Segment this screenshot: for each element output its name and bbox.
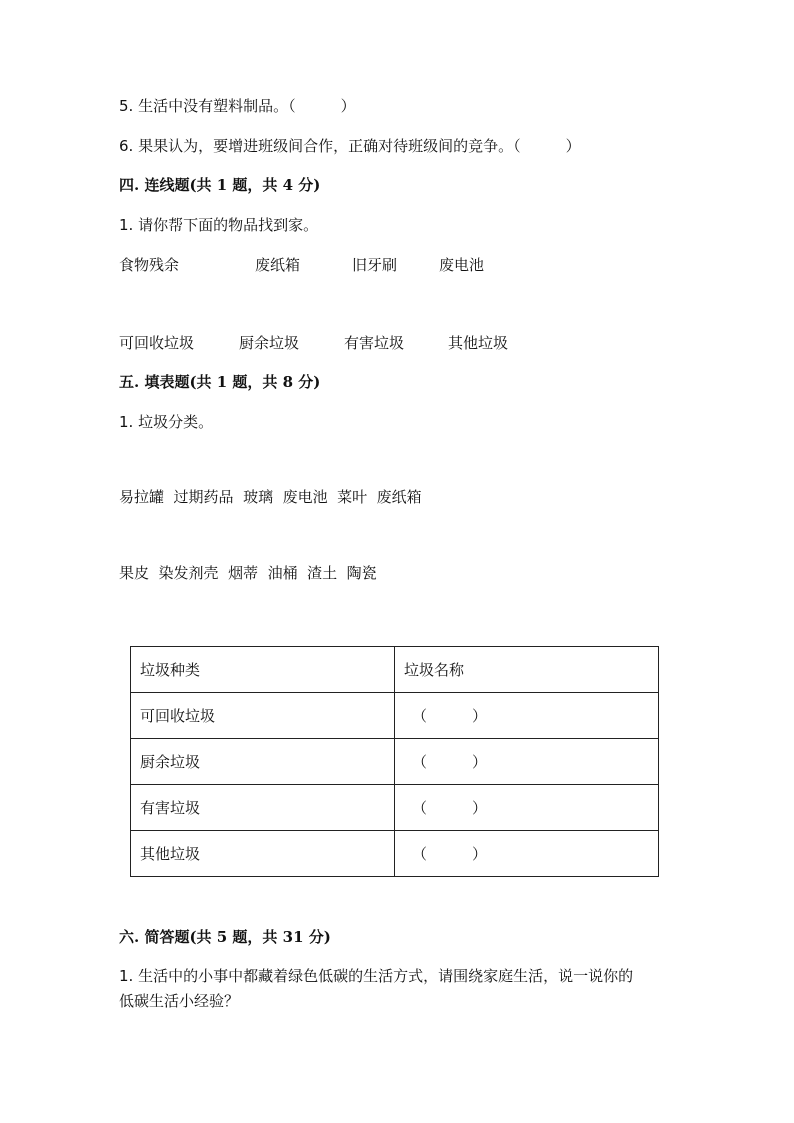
table-row: [131, 739, 659, 785]
match-item-food: 食物残余: [119, 256, 180, 274]
match-item-cardboard: 废纸箱: [255, 256, 301, 274]
match-bin-kitchen: 厨余垃圾: [239, 334, 300, 352]
word-bank-row-2: 果皮 染发剂壳 烟蒂 油桶 渣土 陶瓷: [119, 564, 377, 582]
table-cell-blank[interactable]: （ ）: [395, 831, 659, 877]
match-item-toothbrush: 旧牙刷: [352, 256, 398, 274]
table-header-kind: 垃圾种类: [131, 647, 395, 693]
table-cell-kind: 厨余垃圾: [131, 739, 395, 785]
match-bin-other: 其他垃圾: [448, 334, 509, 352]
table-cell-kind: 有害垃圾: [131, 785, 395, 831]
section-5-question: 1. 垃圾分类。: [119, 413, 214, 431]
table-row: [131, 831, 659, 877]
table-cell-blank[interactable]: （ ）: [395, 739, 659, 785]
match-bin-recyclable: 可回收垃圾: [119, 334, 195, 352]
match-item-battery: 废电池: [439, 256, 485, 274]
table-header-name: 垃圾名称: [395, 647, 659, 693]
table-row: [131, 693, 659, 739]
garbage-table: [130, 646, 659, 877]
table-cell-blank[interactable]: （ ）: [395, 785, 659, 831]
section-6-question-line-1: 1. 生活中的小事中都藏着绿色低碳的生活方式，请围绕家庭生活，说一说你的: [119, 967, 634, 985]
table-row: [131, 785, 659, 831]
table-cell-kind: 其他垃圾: [131, 831, 395, 877]
section-5-title: 五. 填表题(共 1 题，共 8 分): [119, 373, 321, 391]
section-6-question-line-2: 低碳生活小经验？: [119, 992, 240, 1010]
table-cell-kind: 可回收垃圾: [131, 693, 395, 739]
section-6-title: 六. 简答题(共 5 题，共 31 分): [119, 928, 331, 946]
table-header-row: [131, 647, 659, 693]
match-bin-hazardous: 有害垃圾: [344, 334, 405, 352]
question-5: 5. 生活中没有塑料制品。（ ）: [119, 97, 356, 115]
word-bank-row-1: 易拉罐 过期药品 玻璃 废电池 菜叶 废纸箱: [119, 488, 422, 506]
section-4-title: 四. 连线题(共 1 题，共 4 分): [119, 176, 321, 194]
question-6: 6. 果果认为，要增进班级间合作，正确对待班级间的竞争。（ ）: [119, 137, 581, 155]
section-4-question: 1. 请你帮下面的物品找到家。: [119, 216, 319, 234]
table-cell-blank[interactable]: （ ）: [395, 693, 659, 739]
